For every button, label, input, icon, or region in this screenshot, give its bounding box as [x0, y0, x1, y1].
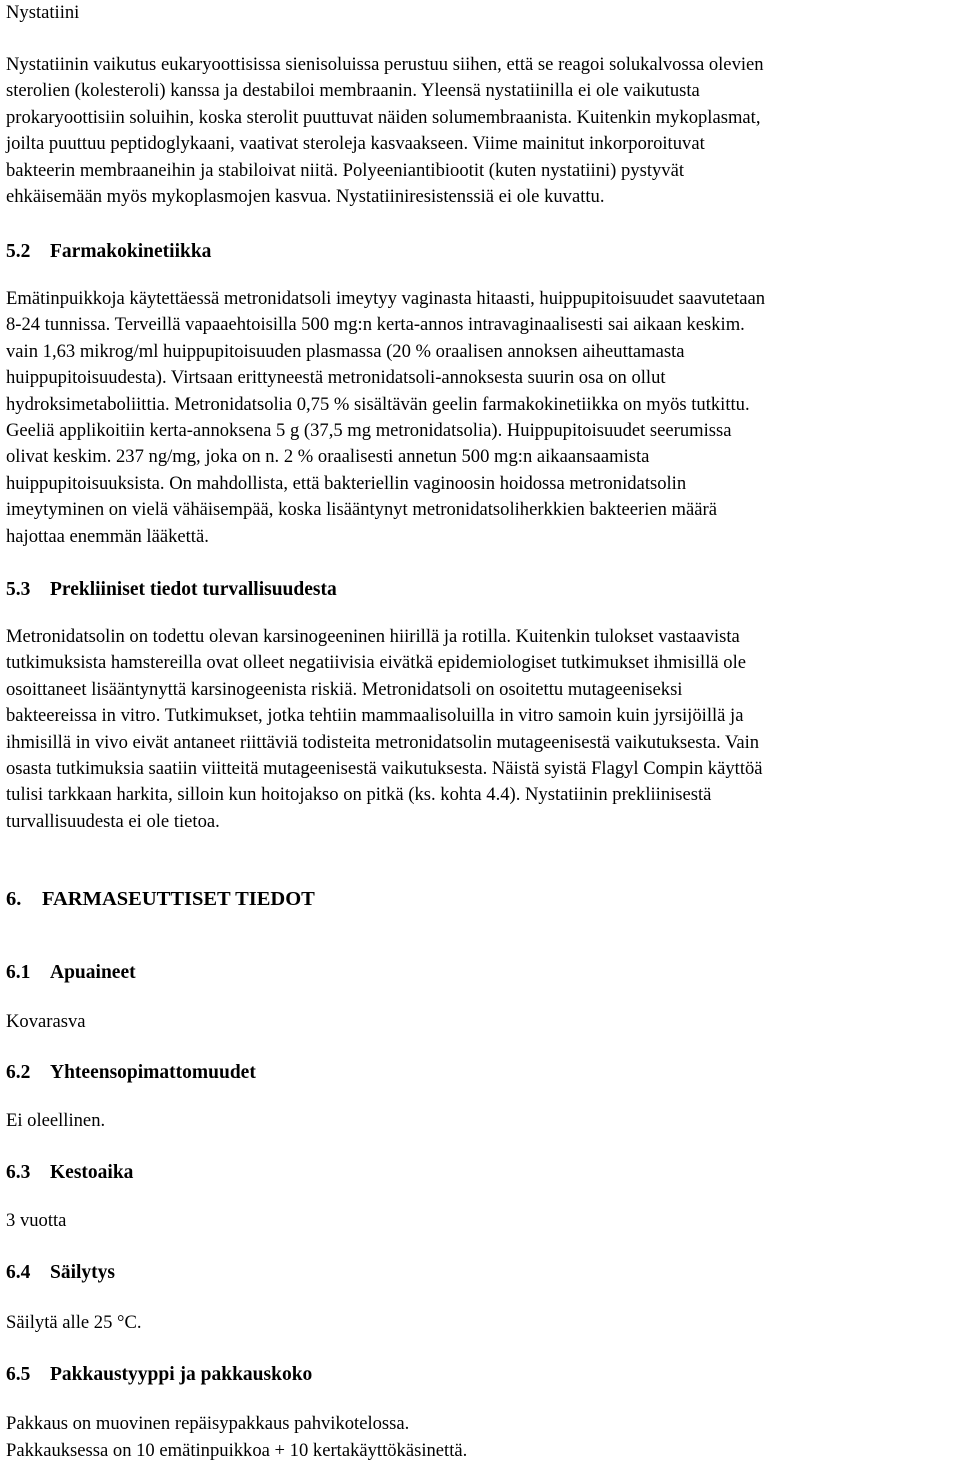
section-5-2-heading — [6, 239, 211, 265]
text-line: tutkimuksista hamstereilla ovat olleet negatiivisia eivätkä epidemiologiset tutkimukset ihmisillä ole — [6, 652, 746, 674]
text-line: bakteerin membraaneihin ja stabiloivat niitä. Polyeeniantibiootit (kuten nystatiini) pystyvät — [6, 159, 684, 181]
text-line: Pakkaus on muovinen repäisypakkaus pahvikotelossa. — [6, 1413, 410, 1434]
section-number: 6. — [6, 888, 22, 910]
section-title: Kestoaika — [50, 1162, 134, 1183]
text-line: Emätinpuikkoja käytettäessä metronidatsoli imeytyy vaginasta hitaasti, huippupitoisuudet saavutetaan — [6, 288, 766, 309]
section-number: 6.1 — [6, 962, 31, 983]
section-5-2-paragraph — [6, 286, 765, 550]
text-line: huippupitoisuudesta). Virtsaan erittyneestä metronidatsoli-annoksesta suurin osa on ollut — [6, 367, 666, 389]
text-line: hajottaa enemmän lääkettä. — [6, 525, 209, 547]
section-title: Prekliiniset tiedot turvallisuudesta — [50, 579, 337, 600]
text-line: sterolien (kolesteroli) kanssa ja destabiloi membraanin. Yleensä nystatiinilla ei ole vaikutusta — [6, 80, 700, 102]
section-number: 6.5 — [6, 1364, 31, 1385]
section-6-1-text: Kovarasva — [6, 1011, 86, 1032]
section-5-3-paragraph — [6, 624, 763, 835]
section-number: 6.2 — [6, 1062, 31, 1083]
text-line: vain 1,63 mikrog/ml huippupitoisuuden plasmassa (20 % oraalisen annoksen aiheuttamasta — [6, 340, 685, 362]
section-number: 5.3 — [6, 579, 31, 600]
section-title: FARMASEUTTISET TIEDOT — [42, 888, 315, 910]
nystatiini-paragraph — [6, 52, 764, 210]
section-6-2-text: Ei oleellinen. — [6, 1110, 106, 1131]
text-line: imeytyminen on vielä vähäisempää, koska lisääntynyt metronidatsoliherkkien bakteerien määrä — [6, 499, 717, 521]
text-line: joilta puuttuu peptidoglykaani, vaativat steroleja kasvaakseen. Viime mainitut inkorporoituvat — [6, 133, 705, 155]
section-6-1-heading — [6, 960, 136, 986]
text-line: Metronidatsolin on todettu olevan karsinogeeninen hiirillä ja rotilla. Kuitenkin tulokset vastaavista — [6, 626, 740, 647]
text-line: osoittaneet lisääntynyttä karsinogeenista riskiä. Metronidatsoli on osoitettu mutageeniseksi — [6, 678, 683, 700]
section-title: Säilytys — [50, 1262, 116, 1283]
section-6-4-heading — [6, 1260, 115, 1286]
section-5-3-heading — [6, 577, 337, 603]
text-line: ihmisillä in vivo eivät antaneet riittäviä todisteita metronidatsolin mutageenisestä vaikutuksesta. Vain — [6, 731, 760, 753]
text-line: Nystatiinin vaikutus eukaryoottisissa sienisoluissa perustuu siihen, että se reagoi solukalvossa olevien — [6, 54, 764, 75]
section-6-5-heading — [6, 1362, 312, 1388]
text-line: 8-24 tunnissa. Terveillä vapaaehtoisilla 500 mg:n kerta-annos intravaginaalisesti sai aikaan keskim. — [6, 314, 745, 336]
section-title: Pakkaustyyppi ja pakkauskoko — [50, 1364, 313, 1385]
text-line: osasta tutkimuksia saatiin viitteitä mutageenisestä vaikutuksesta. Näistä syistä Flagyl Compin käyttöä — [6, 758, 763, 780]
text-line: turvallisuudesta ei ole tietoa. — [6, 810, 220, 832]
text-line: Geeliä applikoitiin kerta-annoksena 5 g (37,5 mg metronidatsolia). Huippupitoisuudet seerumissa — [6, 420, 732, 442]
text-line: huippupitoisuuksista. On mahdollista, että bakteriellin vaginoosin hoidossa metronidatsolin — [6, 472, 687, 494]
section-number: 6.4 — [6, 1262, 31, 1283]
section-title: Apuaineet — [50, 962, 136, 983]
section-6-2-heading — [6, 1060, 256, 1086]
section-6-heading — [6, 885, 315, 913]
text-line: tulisi tarkkaan harkita, silloin kun hoitojakso on pitkä (ks. kohta 4.4). Nystatiinin prekliinisestä — [6, 784, 712, 806]
text-line: olivat keskim. 237 ng/mg, joka on n. 2 % oraalisesti annetun 500 mg:n aikaansaamista — [6, 446, 650, 468]
section-6-4-text: Säilytä alle 25 °C. — [6, 1312, 142, 1333]
text-line: bakteereissa in vitro. Tutkimukset, jotka tehtiin mammaalisoluilla in vitro samoin kuin jyrsijöillä ja — [6, 705, 744, 727]
section-6-5-paragraph — [6, 1410, 467, 1464]
text-line: prokaryoottisiin soluihin, koska sterolit puuttuvat näiden solumembraanista. Kuitenkin mykoplasmat, — [6, 106, 761, 128]
section-title: Farmakokinetiikka — [50, 241, 212, 262]
section-6-3-text: 3 vuotta — [6, 1210, 67, 1231]
section-title: Yhteensopimattomuudet — [50, 1062, 256, 1083]
nystatiini-heading: Nystatiini — [6, 2, 80, 23]
section-number: 6.3 — [6, 1162, 31, 1183]
text-line: hydroksimetaboliittia. Metronidatsolia 0,75 % sisältävän geelin farmakokinetiikka on myös tutkittu. — [6, 393, 750, 415]
text-line: ehkäisemään myös mykoplasmojen kasvua. Nystatiiniresistenssiä ei ole kuvattu. — [6, 186, 605, 208]
section-6-3-heading — [6, 1160, 133, 1186]
text-line: Pakkauksessa on 10 emätinpuikkoa + 10 kertakäyttökäsinettä. — [6, 1440, 468, 1461]
section-number: 5.2 — [6, 241, 31, 262]
